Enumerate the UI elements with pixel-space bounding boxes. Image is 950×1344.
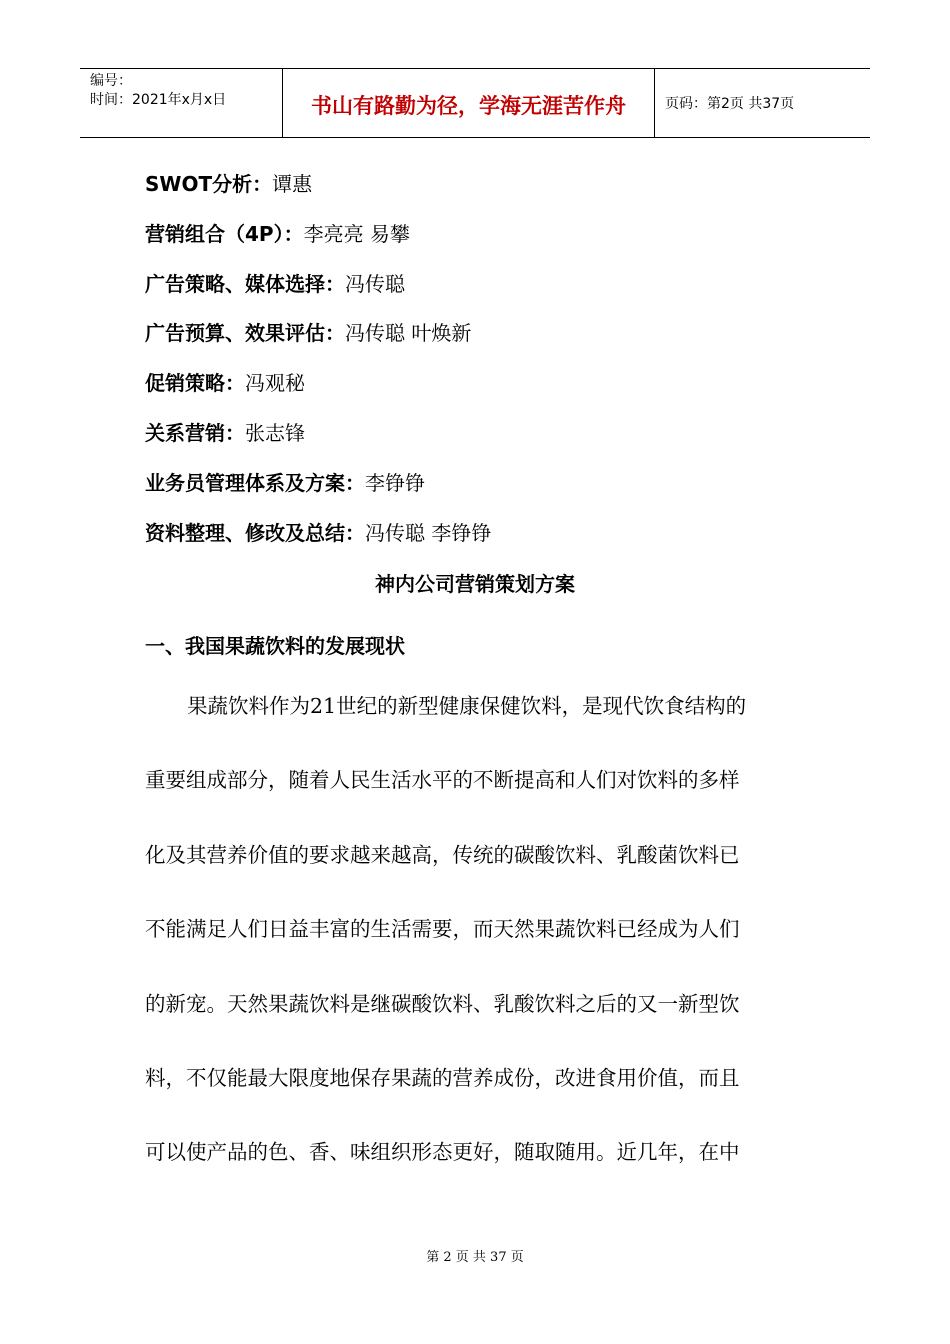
role-item bbox=[145, 315, 825, 365]
role-value: 谭惠 bbox=[272, 172, 313, 196]
role-label: 资料整理、修改及总结： bbox=[145, 520, 365, 545]
role-label: 业务员管理体系及方案： bbox=[145, 470, 365, 495]
number-label: 编号： bbox=[90, 73, 132, 89]
time-label: 时间：2021年x月x日 bbox=[90, 92, 227, 108]
header-motto-cell bbox=[283, 69, 655, 137]
role-label: 促销策略： bbox=[145, 371, 245, 396]
role-item bbox=[145, 216, 825, 266]
paragraph-line: 料，不仅能最大限度地保存果蔬的营养成份，改进食用价值，而且 bbox=[145, 1065, 740, 1090]
role-item bbox=[145, 465, 825, 515]
body-paragraph bbox=[145, 684, 805, 1205]
role-label: 关系营销： bbox=[145, 420, 245, 445]
role-item bbox=[145, 515, 825, 565]
role-label: 广告预算、效果评估： bbox=[145, 321, 345, 346]
role-item bbox=[145, 266, 825, 316]
role-label: 广告策略、媒体选择： bbox=[145, 271, 345, 296]
paragraph-line: 可以使产品的色、香、味组织形态更好，随取随用。近几年，在中 bbox=[145, 1140, 740, 1165]
paragraph-line: 不能满足人们日益丰富的生活需要，而天然果蔬饮料已经成为人们 bbox=[145, 917, 740, 942]
role-item bbox=[145, 166, 825, 216]
role-value: 冯传聪 李铮铮 bbox=[365, 520, 492, 545]
header-page-cell bbox=[655, 69, 870, 137]
role-value: 冯观秘 bbox=[245, 371, 305, 396]
page-footer: 第 2 页 共 37 页 bbox=[426, 1250, 524, 1265]
role-item bbox=[145, 415, 825, 465]
role-value: 李铮铮 bbox=[365, 470, 425, 495]
paragraph-line: 果蔬饮料作为21世纪的新型健康保健饮料，是现代饮食结构的 bbox=[187, 694, 747, 718]
paragraph-line: 化及其营养价值的要求越来越高，传统的碳酸饮料、乳酸菌饮料已 bbox=[145, 842, 740, 867]
motto-text: 书山有路勤为径，学海无涯苦作舟 bbox=[311, 93, 626, 118]
document-title: 神内公司营销策划方案 bbox=[375, 572, 575, 596]
role-item bbox=[145, 365, 825, 415]
role-value: 冯传聪 bbox=[345, 271, 405, 296]
header-meta-cell bbox=[80, 69, 283, 137]
page-header bbox=[80, 68, 870, 138]
role-list bbox=[145, 166, 825, 564]
paragraph-line: 的新宠。天然果蔬饮料是继碳酸饮料、乳酸饮料之后的又一新型饮 bbox=[145, 991, 740, 1016]
page-info: 页码：第2页 共37页 bbox=[665, 96, 795, 112]
role-value: 李亮亮 易攀 bbox=[303, 221, 410, 246]
paragraph-line: 重要组成部分，随着人民生活水平的不断提高和人们对饮料的多样 bbox=[145, 768, 740, 793]
role-value: 冯传聪 叶焕新 bbox=[345, 321, 472, 346]
role-label: 营销组合（4P）： bbox=[145, 221, 304, 246]
section-heading: 一、我国果蔬饮料的发展现状 bbox=[145, 634, 405, 658]
role-label: SWOT分析： bbox=[145, 172, 273, 196]
role-value: 张志锋 bbox=[245, 420, 305, 445]
